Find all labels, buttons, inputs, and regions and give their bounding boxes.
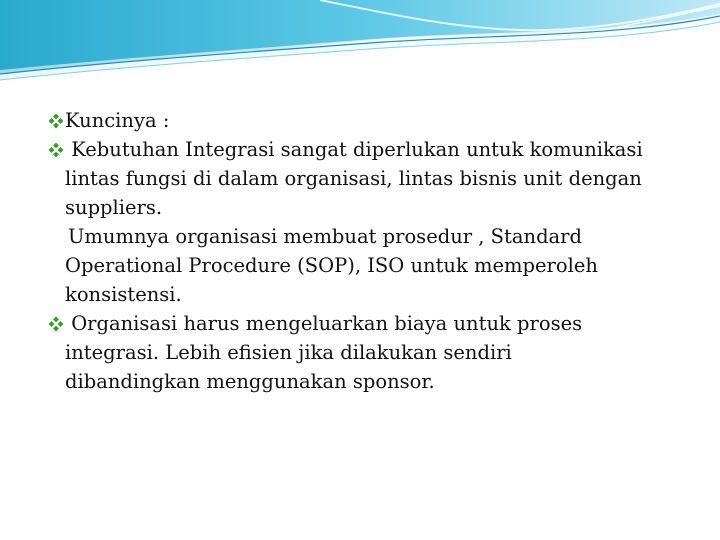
paragraph-umumnya [48, 222, 688, 309]
bullet-text-line: Kebutuhan Integrasi sangat diperlukan untuk komunikasi [65, 138, 643, 161]
bullet-text-line: suppliers. [65, 196, 163, 219]
paragraph-line: Umumnya organisasi membuat prosedur , Standard [68, 225, 582, 248]
bullet-text-line: Organisasi harus mengeluarkan biaya untuk proses [65, 312, 583, 335]
diamond-bullet-icon [48, 113, 64, 129]
bullet-item-kuncinya [48, 106, 688, 135]
diamond-bullet-icon [48, 316, 64, 332]
header-wave-decoration [0, 0, 720, 90]
bullet-item-organisasi-biaya [48, 309, 688, 396]
bullet-item-kebutuhan-integrasi [48, 135, 688, 222]
bullet-text: Kuncinya : [65, 109, 170, 132]
paragraph-line: Operational Procedure (SOP), ISO untuk memperoleh [65, 254, 598, 277]
bullet-text-line: integrasi. Lebih efisien jika dilakukan sendiri [65, 341, 512, 364]
bullet-text-line: lintas fungsi di dalam organisasi, lintas bisnis unit dengan [65, 167, 642, 190]
paragraph-line: konsistensi. [65, 283, 182, 306]
bullet-text-line: dibandingkan menggunakan sponsor. [65, 370, 435, 393]
slide-body [48, 106, 688, 396]
diamond-bullet-icon [48, 142, 64, 158]
